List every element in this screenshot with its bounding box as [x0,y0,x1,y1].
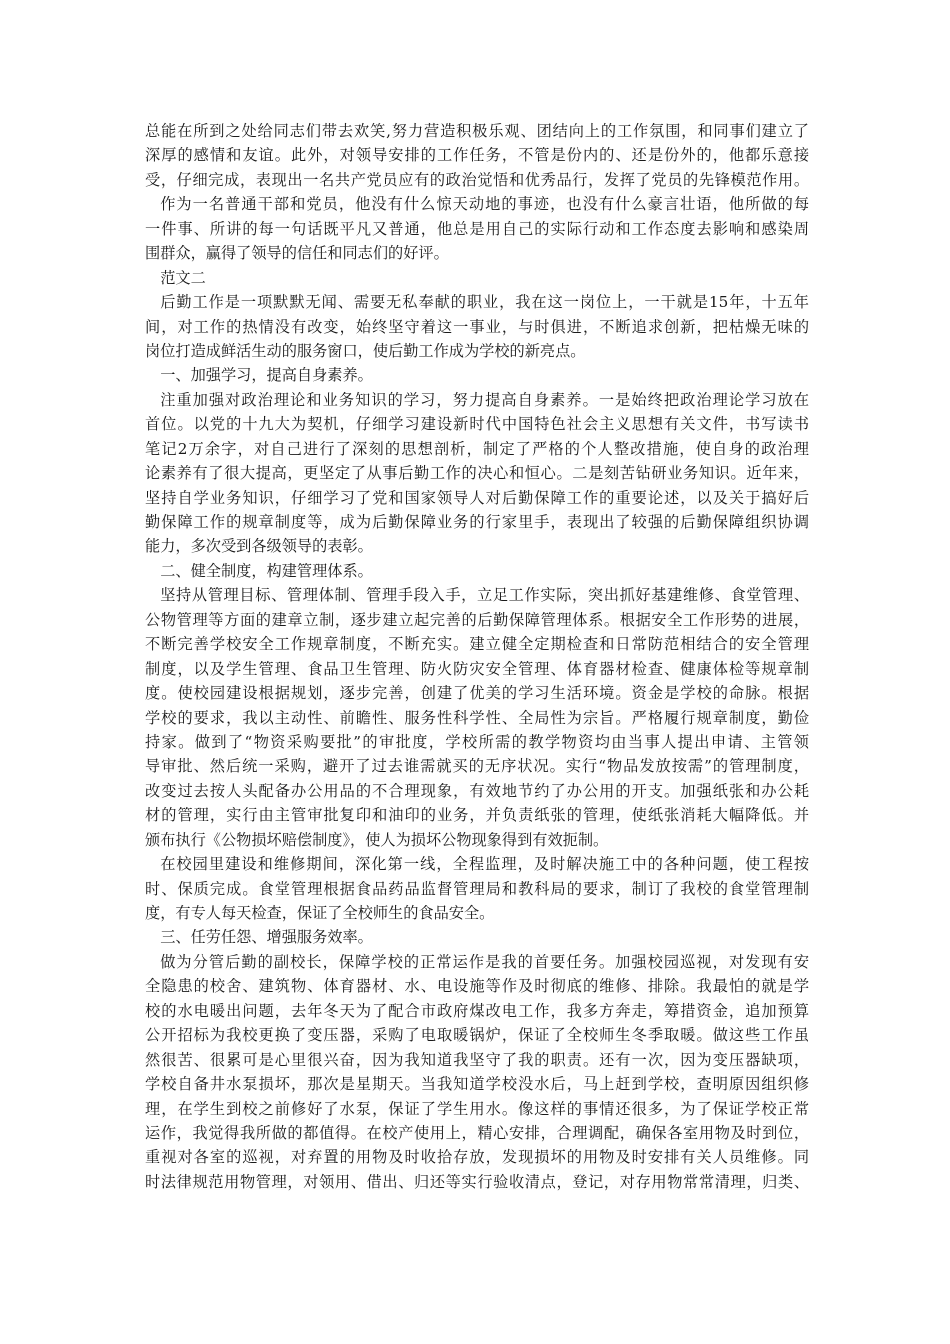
text-line: 制度，以及学生管理、食品卫生管理、防火防灾安全管理、体育器材检查、健康体检等规章制 [145,659,809,678]
text-line: 坚持从管理目标、管理体制、管理手段入手，立足工作实际，突出抓好基建维修、食堂管理、 [160,586,809,605]
text-line: 间，对工作的热情没有改变，始终坚守着这一事业，与时俱进，不断追求创新，把枯燥无味的 [145,317,809,336]
text-line: 学校自备井水泵损坏，那次是星期天。当我知道学校没水后，马上赶到学校，查明原因组织修 [145,1075,809,1094]
text-line: 度，有专人每天检查，保证了全校师生的食品安全。 [145,904,495,922]
text-line: 坚持自学业务知识，仔细学习了党和国家领导人对后勤保障工作的重要论述，以及关于搞好后 [145,488,809,507]
text-line: 导审批、然后统一采购，避开了过去谁需就买的无序状况。实行“物品发放按需”的管理制度， [145,757,809,776]
text-line: 一件事、所讲的每一句话既平凡又普通，他总是用自己的实际行动和工作态度去影响和感染周 [145,219,809,238]
text-line: 重视对各室的巡视，对弃置的用物及时收拾存放，发现损坏的用物及时安排有关人员维修。同 [145,1148,809,1167]
text-line: 运作，我觉得我所做的都值得。在校产使用上，精心安排，合理调配，确保各室用物及时到位， [145,1123,809,1142]
text-line: 总能在所到之处给同志们带去欢笑,努力营造积极乐观、团结向上的工作氛围，和同事们建立了 [145,122,809,140]
text-line: 时、保质完成。食堂管理根据食品药品监督管理局和教科局的要求，制订了我校的食堂管理制 [145,879,809,898]
text-line: 做为分管后勤的副校长，保障学校的正常运作是我的首要任务。加强校园巡视，对发现有安 [160,952,809,971]
text-line: 持家。做到了“物资采购要批”的审批度，学校所需的教学物资均由当事人提出申请、主管领 [145,732,809,751]
text-line: 笔记2万余字，对自己进行了深刻的思想剖析，制定了严格的个人整改措施，使自身的政治理 [145,439,809,458]
text-line: 在校园里建设和维修期间，深化第一线，全程监理，及时解决施工中的各种问题，使工程按 [160,855,809,874]
text-line: 颁布执行《公物损坏赔偿制度》，使人为损坏公物现象得到有效扼制。 [145,830,609,849]
section-heading: 三、任劳任怨、增强服务效率。 [160,928,373,947]
text-line: 然很苦、很累可是心里很兴奋，因为我知道我坚守了我的职责。还有一次，因为变压器缺项， [145,1050,809,1069]
text-line: 深厚的感情和友谊。此外，对领导安排的工作任务，不管是份内的、还是份外的，他都乐意接 [145,146,809,165]
text-line: 围群众，赢得了领导的信任和同志们的好评。 [145,244,449,263]
text-line: 首位。以党的十九大为契机，仔细学习建设新时代中国特色社会主义思想有关文件，书写读书 [145,415,809,434]
text-line: 不断完善学校安全工作规章制度，不断充实。建立健全定期检查和日常防范相结合的安全管理 [145,635,809,654]
text-line: 全隐患的校舍、建筑物、体育器材、水、电设施等作及时彻底的维修、排除。我最怕的就是学 [145,977,809,996]
text-line: 受，仔细完成，表现出一名共产党员应有的政治觉悟和优秀品行，发挥了党员的先锋模范作用。 [145,170,809,189]
text-line: 勤保障工作的规章制度等，成为后勤保障业务的行家里手，表现出了较强的后勤保障组织协调 [145,513,809,531]
section-heading: 一、加强学习，提高自身素养。 [160,366,373,385]
text-line: 注重加强对政治理论和业务知识的学习，努力提高自身素养。一是始终把政治理论学习放在 [160,390,809,409]
text-line: 作为一名普通干部和党员，他没有什么惊天动地的事迹，也没有什么豪言壮语，他所做的每 [160,195,809,214]
text-line: 岗位打造成鲜活生动的服务窗口，使后勤工作成为学校的新亮点。 [145,341,586,360]
text-line: 校的水电暖出问题，去年冬天为了配合市政府煤改电工作，我多方奔走，筹措资金，追加预算 [145,1001,809,1020]
text-line: 时法律规范用物管理，对领用、借出、归还等实行验收清点，登记，对存用物常常清理，归类、 [145,1172,809,1191]
document-body [145,119,809,1194]
text-line: 理，在学生到校之前修好了水泵，保证了学生用水。像这样的事情还很多，为了保证学校正常 [145,1099,809,1118]
text-line: 度。使校园建设根据规划，逐步完善，创建了优美的学习生活环境。资金是学校的命脉。根据 [145,684,809,703]
text-line: 公开招标为我校更换了变压器，采购了电取暖锅炉，保证了全校师生冬季取暖。做这些工作虽 [145,1026,809,1045]
text-line: 学校的要求，我以主动性、前瞻性、服务性科学性、全局性为宗旨。严格履行规章制度，勤俭 [145,708,809,727]
text-line: 改变过去按人头配备办公用品的不合理现象，有效地节约了办公用的开支。加强纸张和办公耗 [145,781,809,800]
text-line: 论素养有了很大提高，更坚定了从事后勤工作的决心和恒心。二是刻苦钻研业务知识。近年来， [145,464,809,483]
section-heading: 二、健全制度，构建管理体系。 [160,561,373,580]
text-line: 后勤工作是一项默默无闻、需要无私奉献的职业，我在这一岗位上，一干就是15年，十五年 [160,293,809,312]
section-heading: 范文二 [160,268,206,287]
text-line: 公物管理等方面的建章立制，逐步建立起完善的后勤保障管理体系。根据安全工作形势的进展， [145,610,809,629]
text-line: 能力，多次受到各级领导的表彰。 [145,537,373,556]
text-line: 材的管理，实行由主管审批复印和油印的业务，并负责纸张的管理，使纸张消耗大幅降低。并 [145,806,809,825]
